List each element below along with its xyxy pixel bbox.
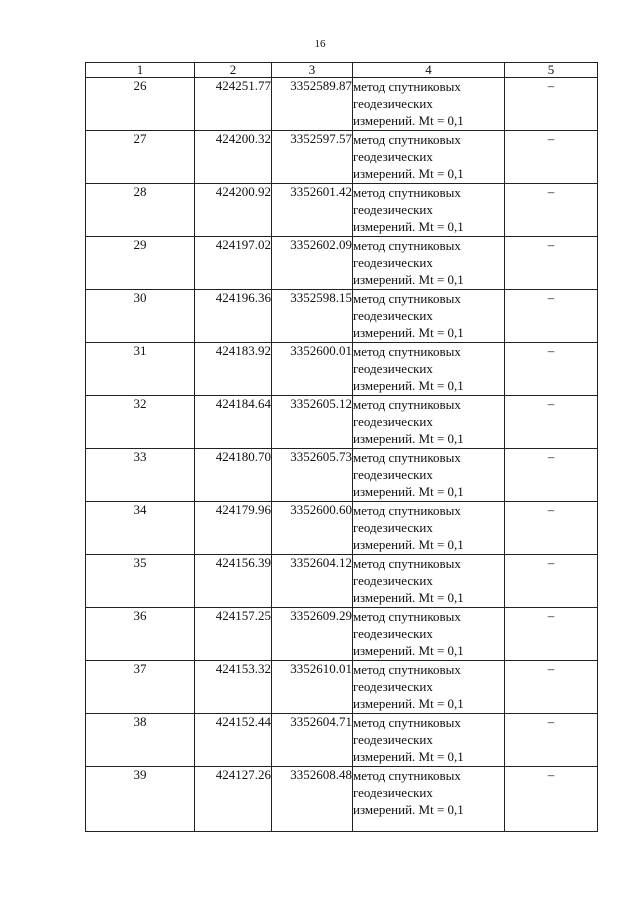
point-number: 31 (86, 343, 195, 396)
method-line-1: метод спутниковых (353, 397, 461, 412)
point-number: 29 (86, 237, 195, 290)
note-dash: – (505, 343, 598, 396)
point-number: 27 (86, 131, 195, 184)
method-line-3: измерений. Mt = 0,1 (353, 802, 464, 817)
note-dash: – (505, 767, 598, 832)
method-line-1: метод спутниковых (353, 79, 461, 94)
table-row (86, 131, 598, 184)
method-line-1: метод спутниковых (353, 503, 461, 518)
coordinate-y: 3352600.01 (272, 343, 353, 396)
coordinate-x: 424157.25 (195, 608, 272, 661)
coordinate-y: 3352605.73 (272, 449, 353, 502)
point-number: 30 (86, 290, 195, 343)
coordinate-x: 424196.36 (195, 290, 272, 343)
method-line-2: геодезических (353, 96, 433, 111)
table-row (86, 184, 598, 237)
method-line-3: измерений. Mt = 0,1 (353, 431, 464, 446)
point-number: 32 (86, 396, 195, 449)
method-description (353, 396, 505, 449)
header-cell-4: 4 (353, 63, 505, 78)
note-dash: – (505, 449, 598, 502)
coordinate-x: 424251.77 (195, 78, 272, 131)
coordinate-x: 424197.02 (195, 237, 272, 290)
method-description (353, 290, 505, 343)
method-description (353, 767, 505, 832)
table-row (86, 290, 598, 343)
note-dash: – (505, 661, 598, 714)
coordinate-y: 3352608.48 (272, 767, 353, 832)
table-header (86, 63, 598, 78)
method-line-3: измерений. Mt = 0,1 (353, 696, 464, 711)
note-dash: – (505, 131, 598, 184)
method-line-1: метод спутниковых (353, 556, 461, 571)
method-line-2: геодезических (353, 202, 433, 217)
method-description (353, 608, 505, 661)
method-line-2: геодезических (353, 308, 433, 323)
note-dash: – (505, 78, 598, 131)
coordinate-x: 424127.26 (195, 767, 272, 832)
method-line-2: геодезических (353, 414, 433, 429)
method-line-2: геодезических (353, 679, 433, 694)
table-row (86, 343, 598, 396)
method-line-3: измерений. Mt = 0,1 (353, 643, 464, 658)
note-dash: – (505, 290, 598, 343)
point-number: 34 (86, 502, 195, 555)
note-dash: – (505, 714, 598, 767)
point-number: 39 (86, 767, 195, 832)
point-number: 37 (86, 661, 195, 714)
method-description (353, 184, 505, 237)
page-number: 16 (314, 38, 326, 50)
coordinate-x: 424200.92 (195, 184, 272, 237)
method-line-2: геодезических (353, 520, 433, 535)
table-row (86, 78, 598, 131)
point-number: 38 (86, 714, 195, 767)
method-line-3: измерений. Mt = 0,1 (353, 378, 464, 393)
method-description (353, 78, 505, 131)
table-row (86, 396, 598, 449)
point-number: 35 (86, 555, 195, 608)
method-line-1: метод спутниковых (353, 768, 461, 783)
header-cell-3: 3 (272, 63, 353, 78)
method-line-3: измерений. Mt = 0,1 (353, 272, 464, 287)
coordinate-x: 424156.39 (195, 555, 272, 608)
method-line-2: геодезических (353, 785, 433, 800)
method-line-3: измерений. Mt = 0,1 (353, 113, 464, 128)
coordinate-y: 3352589.87 (272, 78, 353, 131)
method-line-2: геодезических (353, 149, 433, 164)
method-line-1: метод спутниковых (353, 344, 461, 359)
header-cell-1: 1 (86, 63, 195, 78)
method-line-3: измерений. Mt = 0,1 (353, 590, 464, 605)
table-row (86, 661, 598, 714)
method-line-3: измерений. Mt = 0,1 (353, 219, 464, 234)
method-line-2: геодезических (353, 467, 433, 482)
method-line-2: геодезических (353, 361, 433, 376)
point-number: 28 (86, 184, 195, 237)
coordinate-y: 3352600.60 (272, 502, 353, 555)
method-line-2: геодезических (353, 255, 433, 270)
coordinate-x: 424180.70 (195, 449, 272, 502)
coordinates-table (85, 62, 598, 832)
coordinate-y: 3352601.42 (272, 184, 353, 237)
note-dash: – (505, 502, 598, 555)
coordinate-y: 3352597.57 (272, 131, 353, 184)
table-row (86, 237, 598, 290)
coordinate-x: 424153.32 (195, 661, 272, 714)
coordinate-x: 424184.64 (195, 396, 272, 449)
method-line-2: геодезических (353, 573, 433, 588)
method-description (353, 555, 505, 608)
note-dash: – (505, 237, 598, 290)
header-cell-2: 2 (195, 63, 272, 78)
note-dash: – (505, 184, 598, 237)
note-dash: – (505, 396, 598, 449)
method-line-1: метод спутниковых (353, 450, 461, 465)
method-line-1: метод спутниковых (353, 662, 461, 677)
table-row (86, 502, 598, 555)
header-cell-5: 5 (505, 63, 598, 78)
method-line-2: геодезических (353, 732, 433, 747)
method-description (353, 661, 505, 714)
coordinate-y: 3352609.29 (272, 608, 353, 661)
method-description (353, 343, 505, 396)
table-row (86, 555, 598, 608)
coordinate-x: 424183.92 (195, 343, 272, 396)
method-line-2: геодезических (353, 626, 433, 641)
method-line-1: метод спутниковых (353, 238, 461, 253)
coordinate-y: 3352604.12 (272, 555, 353, 608)
note-dash: – (505, 608, 598, 661)
method-line-1: метод спутниковых (353, 715, 461, 730)
method-line-1: метод спутниковых (353, 132, 461, 147)
coordinate-y: 3352605.12 (272, 396, 353, 449)
method-line-3: измерений. Mt = 0,1 (353, 166, 464, 181)
table-row (86, 714, 598, 767)
point-number: 33 (86, 449, 195, 502)
method-line-1: метод спутниковых (353, 291, 461, 306)
table-body (86, 78, 598, 832)
point-number: 26 (86, 78, 195, 131)
header-row (86, 63, 598, 78)
coordinate-y: 3352598.15 (272, 290, 353, 343)
method-line-3: измерений. Mt = 0,1 (353, 537, 464, 552)
coordinate-x: 424200.32 (195, 131, 272, 184)
table-row (86, 767, 598, 832)
method-description (353, 449, 505, 502)
method-line-1: метод спутниковых (353, 185, 461, 200)
method-line-3: измерений. Mt = 0,1 (353, 325, 464, 340)
method-description (353, 502, 505, 555)
method-line-3: измерений. Mt = 0,1 (353, 749, 464, 764)
coordinate-y: 3352602.09 (272, 237, 353, 290)
table-row (86, 608, 598, 661)
coordinate-x: 424152.44 (195, 714, 272, 767)
coordinate-y: 3352604.71 (272, 714, 353, 767)
method-description (353, 714, 505, 767)
method-line-3: измерений. Mt = 0,1 (353, 484, 464, 499)
method-line-1: метод спутниковых (353, 609, 461, 624)
coordinate-x: 424179.96 (195, 502, 272, 555)
coordinate-y: 3352610.01 (272, 661, 353, 714)
note-dash: – (505, 555, 598, 608)
method-description (353, 237, 505, 290)
table-row (86, 449, 598, 502)
method-description (353, 131, 505, 184)
point-number: 36 (86, 608, 195, 661)
